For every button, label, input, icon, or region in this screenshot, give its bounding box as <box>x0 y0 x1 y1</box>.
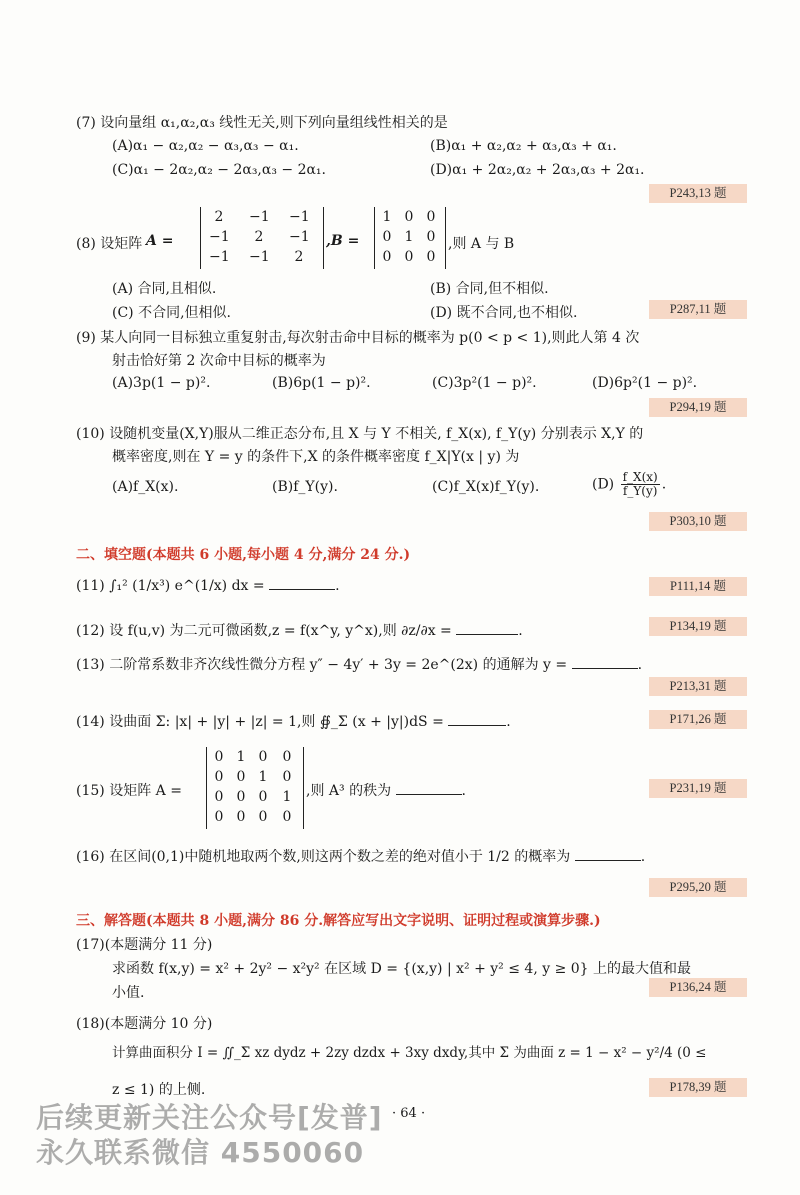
matrix-cell: 0 <box>258 789 268 805</box>
q15-prefix: (15) 设矩阵 A = <box>76 783 182 799</box>
matrix-cell: 2 <box>294 249 304 265</box>
matrix-cell: 1 <box>236 749 246 765</box>
q11-prefix: (11) <box>76 578 105 594</box>
answer-blank <box>572 668 638 669</box>
q10-option-a: (A)f_X(x). <box>112 479 179 495</box>
matrix-cell: −1 <box>209 229 230 245</box>
answer-blank <box>456 634 518 635</box>
q10-reference-tag: P303,10 题 <box>649 512 747 531</box>
q15-suffix: ,则 A³ 的秩为 <box>306 783 392 799</box>
q9-line1: (9) 某人向同一目标独立重复射击,每次射击命中目标的概率为 p(0 < p < 1),则此人第 4 次 <box>76 330 640 346</box>
matrix-cell: 0 <box>282 809 292 825</box>
q17-head: (17)(本题满分 11 分) <box>76 937 213 953</box>
matrix-cell: −1 <box>289 209 310 225</box>
q8-prefix: (8) 设矩阵 <box>76 236 143 252</box>
q9-line2: 射击恰好第 2 次命中目标的概率为 <box>112 353 326 369</box>
answer-blank <box>575 860 641 861</box>
matrix-cell: 0 <box>404 249 414 265</box>
matrix-cell: 0 <box>236 809 246 825</box>
page-number: · 64 · <box>392 1106 426 1121</box>
section-solution-heading: 三、解答题(本题共 8 小题,满分 86 分.解答应写出文字说明、证明过程或演算步骤.) <box>76 913 601 929</box>
matrix-cell: 1 <box>404 229 414 245</box>
q8-option-a: (A) 合同,且相似. <box>112 281 217 297</box>
q11-integral: ∫₁² (1/x³) e^(1/x) dx = <box>109 578 265 594</box>
matrix-cell: 0 <box>282 749 292 765</box>
q10-option-c: (C)f_X(x)f_Y(y). <box>432 479 540 495</box>
q9-option-a: (A)3p(1 − p)². <box>112 375 211 391</box>
q9-option-c: (C)3p²(1 − p)². <box>432 375 537 391</box>
q17-line2: 小值. <box>112 985 145 1001</box>
q10-line2: 概率密度,则在 Y = y 的条件下,X 的条件概率密度 f_X|Y(x | y) 为 <box>112 449 520 465</box>
q14-text: (14) 设曲面 Σ: |x| + |y| + |z| = 1,则 ∯_Σ (x + |y|)dS = <box>76 714 444 730</box>
q14-reference-tag: P171,26 题 <box>649 710 747 729</box>
q12-line: (12) 设 f(u,v) 为二元可微函数,z = f(x^y, y^x),则 ∂z/∂x = . <box>76 623 523 639</box>
matrix-cell: −1 <box>249 249 270 265</box>
q10-option-d: (D) $\frac{f\_X(x)}{f\_Y(y)}$ . <box>592 470 667 498</box>
q8-reference-tag: P287,11 题 <box>649 300 747 319</box>
q13-line: (13) 二阶常系数非齐次线性微分方程 y″ − 4y′ + 3y = 2e^(2x) 的通解为 y = . <box>76 657 643 673</box>
q7-option-d: (D)α₁ + 2α₂,α₂ + 2α₃,α₃ + 2α₁. <box>430 162 645 178</box>
watermark-line1: 后续更新关注公众号[发普] <box>36 1101 383 1134</box>
matrix-cell: 0 <box>382 229 392 245</box>
q18-line1: 计算曲面积分 I = ∬_Σ xz dydz + 2zy dzdx + 3xy dxdy,其中 Σ 为曲面 z = 1 − x² − y²/4 (0 ≤ <box>112 1045 707 1061</box>
q17-line1: 求函数 f(x,y) = x² + 2y² − x²y² 在区域 D = {(x,y) | x² + y² ≤ 4, y ≥ 0} 上的最大值和最 <box>112 961 692 977</box>
watermark-line2: 永久联系微信 4550060 <box>36 1136 365 1169</box>
fraction-numerator: f_X(x) <box>622 470 658 484</box>
matrix-cell: 1 <box>382 209 392 225</box>
q10-d-fraction <box>621 471 660 498</box>
q8-option-b: (B) 合同,但不相似. <box>430 281 549 297</box>
matrix-cell: 0 <box>426 249 436 265</box>
matrix-cell: 0 <box>426 229 436 245</box>
q9-reference-tag: P294,19 题 <box>649 398 747 417</box>
answer-blank <box>269 589 335 590</box>
matrix-cell: 0 <box>214 769 224 785</box>
q9-option-d: (D)6p²(1 − p)². <box>592 375 698 391</box>
answer-blank <box>396 794 462 795</box>
matrix-cell: 0 <box>214 809 224 825</box>
q16-text: (16) 在区间(0,1)中随机地取两个数,则这两个数之差的绝对值小于 1/2 的概率为 <box>76 849 571 865</box>
matrix-cell: 0 <box>236 789 246 805</box>
q8-option-c: (C) 不合同,但相似. <box>112 305 231 321</box>
q12-text: (12) 设 f(u,v) 为二元可微函数,z = f(x^y, y^x),则 ∂z/∂x = <box>76 623 452 639</box>
matrix-cell: 0 <box>258 749 268 765</box>
q10-d-prefix: (D) <box>592 476 615 493</box>
q8-option-d: (D) 既不合同,也不相似. <box>430 305 578 321</box>
matrix-cell: 0 <box>404 209 414 225</box>
q8-a-label: A = <box>146 233 174 249</box>
matrix-cell: 1 <box>258 769 268 785</box>
matrix-cell: 0 <box>236 769 246 785</box>
q10-line1: (10) 设随机变量(X,Y)服从二维正态分布,且 X 与 Y 不相关, f_X(x), f_Y(y) 分别表示 X,Y 的 <box>76 426 644 442</box>
matrix-cell: 0 <box>382 249 392 265</box>
q18-line2: z ≤ 1) 的上侧. <box>112 1082 206 1098</box>
matrix-cell: 0 <box>214 749 224 765</box>
matrix-cell: 1 <box>282 789 292 805</box>
q9-option-b: (B)6p(1 − p)². <box>272 375 371 391</box>
q16-line: (16) 在区间(0,1)中随机地取两个数,则这两个数之差的绝对值小于 1/2 的概率为 . <box>76 849 646 865</box>
q11-reference-tag: P111,14 题 <box>649 577 747 596</box>
q11-text: (11) ∫₁² (1/x³) e^(1/x) dx = . <box>76 578 340 594</box>
matrix-cell: −1 <box>249 209 270 225</box>
q13-reference-tag: P213,31 题 <box>649 677 747 696</box>
matrix-cell: −1 <box>209 249 230 265</box>
matrix-cell: 0 <box>214 789 224 805</box>
fraction-denominator: f_Y(y) <box>622 484 658 498</box>
matrix-cell: −1 <box>289 229 310 245</box>
q7-option-b: (B)α₁ + α₂,α₂ + α₃,α₃ + α₁. <box>430 138 617 154</box>
matrix-cell: 0 <box>426 209 436 225</box>
q8-b-label: ,B = <box>326 233 360 249</box>
q7-stem: (7) 设向量组 α₁,α₂,α₃ 线性无关,则下列向量组线性相关的是 <box>76 115 448 131</box>
q18-reference-tag: P178,39 题 <box>649 1078 747 1097</box>
q15-reference-tag: P231,19 题 <box>649 779 747 798</box>
matrix-cell: 0 <box>282 769 292 785</box>
q14-line: (14) 设曲面 Σ: |x| + |y| + |z| = 1,则 ∯_Σ (x + |y|)dS = . <box>76 714 511 730</box>
q8-suffix: ,则 A 与 B <box>448 236 515 252</box>
q16-reference-tag: P295,20 题 <box>649 878 747 897</box>
q7-option-c: (C)α₁ − 2α₂,α₂ − 2α₃,α₃ − 2α₁. <box>112 162 326 178</box>
q7-reference-tag: P243,13 题 <box>649 184 747 203</box>
matrix-cell: 2 <box>254 229 264 245</box>
q15-matrix <box>206 747 304 829</box>
matrix-cell: 0 <box>258 809 268 825</box>
q8-matrix-b <box>374 207 446 269</box>
q12-reference-tag: P134,19 题 <box>649 617 747 636</box>
answer-blank <box>448 725 506 726</box>
q8-matrix-a <box>200 207 324 269</box>
q7-option-a: (A)α₁ − α₂,α₂ − α₃,α₃ − α₁. <box>112 138 299 154</box>
q18-head: (18)(本题满分 10 分) <box>76 1016 213 1032</box>
matrix-cell: 2 <box>214 209 224 225</box>
section-fill-in-heading: 二、填空题(本题共 6 小题,每小题 4 分,满分 24 分.) <box>76 547 411 563</box>
q17-reference-tag: P136,24 题 <box>649 978 747 997</box>
q10-option-b: (B)f_Y(y). <box>272 479 338 495</box>
q15-suffix-line: ,则 A³ 的秩为 . <box>306 783 466 799</box>
q13-text: (13) 二阶常系数非齐次线性微分方程 y″ − 4y′ + 3y = 2e^(2x) 的通解为 y = <box>76 657 568 673</box>
